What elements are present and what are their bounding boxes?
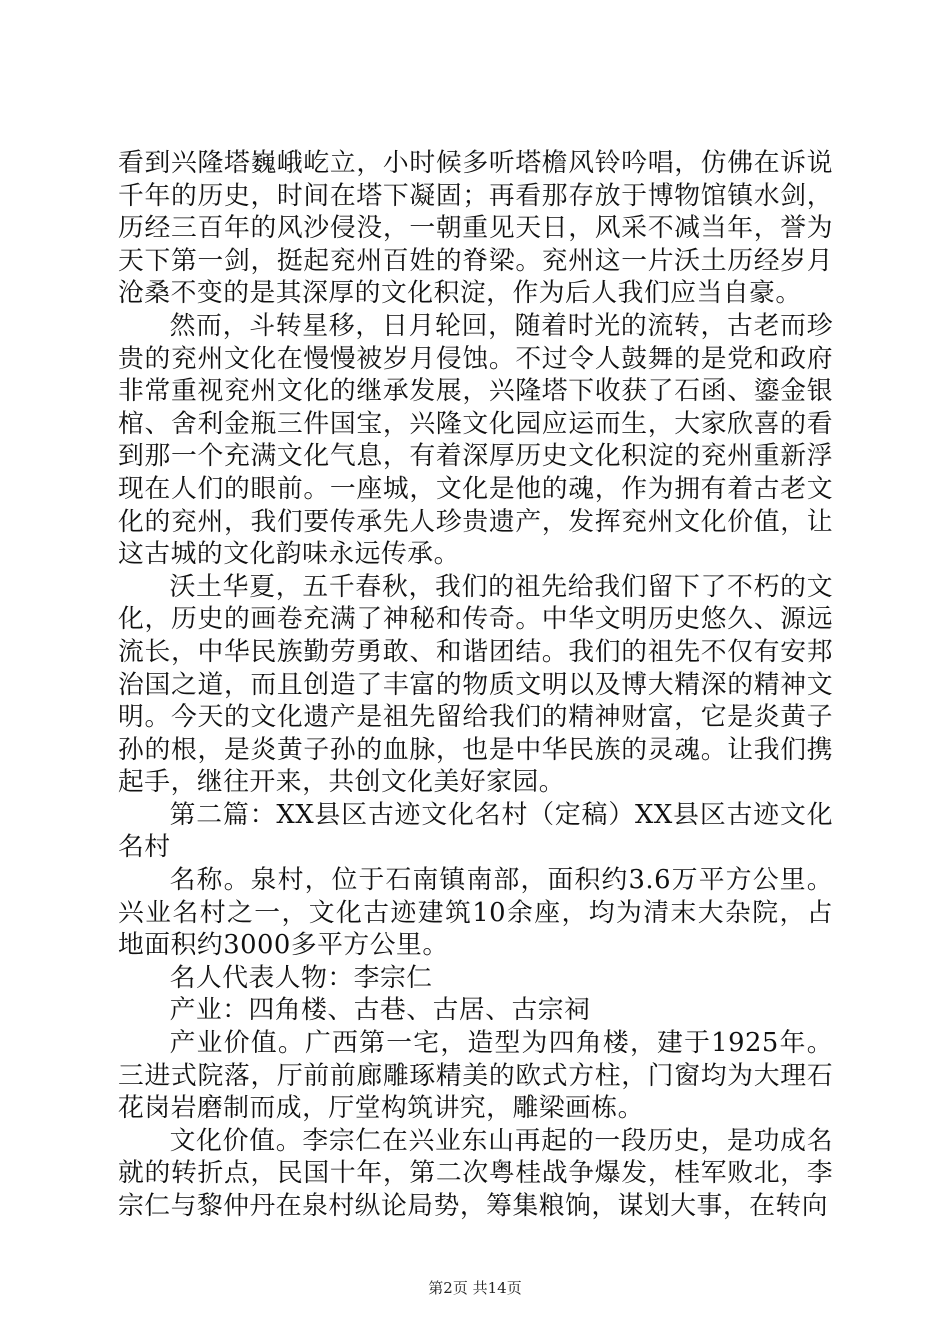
- paragraph-industry: 产业：四角楼、古巷、古居、古宗祠: [169, 995, 591, 1026]
- page-number-footer: 第2页 共14页: [428, 1279, 522, 1297]
- paragraph-culture-value: 文化价值。李宗仁在兴业东山再起的一段历史，是功成名就的转折点，民国十年，第二次粤桂战争爆发，桂军败北，李宗仁与黎仲丹在泉村纵论局势，筹集粮饷，谋划大事，在转向: [118, 1125, 833, 1221]
- paragraph-2: 然而，斗转星移，日月轮回，随着时光的流转，古老而珍贵的兖州文化在慢慢被岁月侵蚀。不过令人鼓舞的是党和政府非常重视兖州文化的继承发展，兴隆塔下收获了石函、鎏金银棺、舍利金瓶三件国宝，兴隆文化园应运而生，大家欣喜的看到那一个充满文化气息，有着深厚历史文化积淀的兖州重新浮现在人们的眼前。一座城，文化是他的魂，作为拥有着古老文化的兖州，我们要传承先人珍贵遗产，发挥兖州文化价值，让这古城的文化韵味永远传承。: [118, 310, 833, 570]
- paragraph-name: 名称。泉村，位于石南镇南部，面积约3.6万平方公里。兴业名村之一，文化古迹建筑10余座，均为清末大杂院，占地面积约3000多平方公里。: [118, 865, 833, 961]
- paragraph-representative: 名人代表人物：李宗仁: [169, 962, 433, 993]
- paragraph-3: 沃土华夏，五千春秋，我们的祖先给我们留下了不朽的文化，历史的画卷充满了神秘和传奇。中华文明历史悠久、源远流长，中华民族勤劳勇敢、和谐团结。我们的祖先不仅有安邦治国之道，而且创造了丰富的物质文明以及博大精深的精神文明。今天的文化遗产是祖先留给我们的精神财富，它是炎黄子孙的根，是炎黄子孙的血脉，也是中华民族的灵魂。让我们携起手，继往开来，共创文化美好家园。: [118, 571, 833, 798]
- document-body: [118, 147, 833, 1223]
- section-heading: 第二篇：XX县区古迹文化名村（定稿）XX县区古迹文化名村: [118, 799, 833, 863]
- paragraph-industry-value: 产业价值。广西第一宅，造型为四角楼，建于1925年。三进式院落，厅前前廊雕琢精美的欧式方柱，门窗均为大理石花岗岩磨制而成，厅堂构筑讲究，雕梁画栋。: [118, 1028, 833, 1124]
- paragraph-1: 看到兴隆塔巍峨屹立，小时候多听塔檐风铃吟唱，仿佛在诉说千年的历史，时间在塔下凝固；再看那存放于博物馆镇水剑，历经三百年的风沙侵没，一朝重见天日，风采不减当年，誉为天下第一剑，挺起兖州百姓的脊梁。兖州这一片沃土历经岁月沧桑不变的是其深厚的文化积淀，作为后人我们应当自豪。: [118, 148, 833, 309]
